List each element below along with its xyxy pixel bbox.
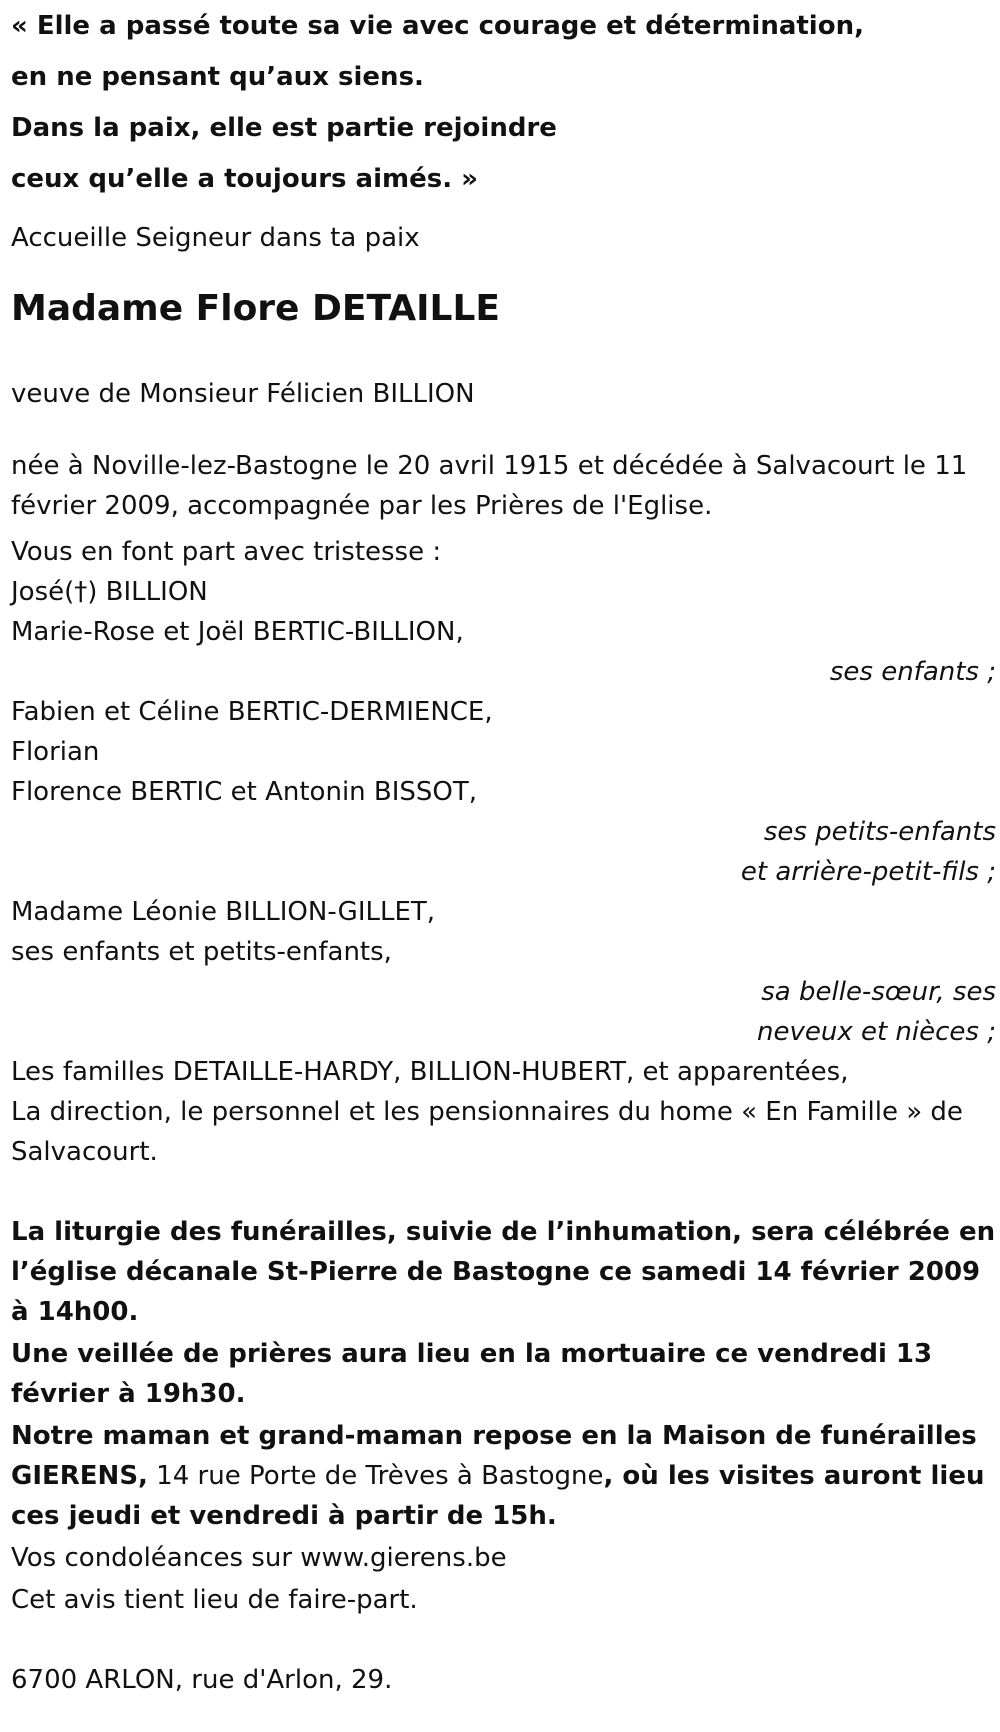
repose-info <box>11 1416 996 1536</box>
deceased-name: Madame Flore DETAILLE <box>11 288 500 329</box>
condolences-line: Vos condoléances sur www.gierens.be <box>11 1543 507 1573</box>
share-intro: Vous en font part avec tristesse : <box>11 537 442 567</box>
quote-line-4: ceux qu’elle a toujours aimés. » <box>11 164 478 194</box>
grandchildren-relation-1: ses petits-enfants <box>763 817 996 847</box>
sister-in-law-relation-1: sa belle-sœur, ses <box>761 977 996 1007</box>
grandchildren-line-1: Fabien et Céline BERTIC-DERMIENCE, <box>11 697 493 727</box>
children-line-1: José(†) BILLION <box>11 577 208 607</box>
birth-death-info: née à Noville-lez-Bastogne le 20 avril 1915 et décédée à Salvacourt le 11 février 2009, accompagnée par les Prières de l'Eglise. <box>11 451 968 521</box>
sister-in-law-relation-2: neveux et nièces ; <box>756 1017 996 1047</box>
home-line: La direction, le personnel et les pensionnaires du home « En Famille » de Salvacourt. <box>11 1097 963 1167</box>
grandchildren-line-2: Florian <box>11 737 100 767</box>
motto: Accueille Seigneur dans ta paix <box>11 223 420 253</box>
repose-part-1: Notre maman et grand-maman repose en la Maison de funérailles GIERENS, <box>11 1421 977 1491</box>
vigil-info: Une veillée de prières aura lieu en la mortuaire ce vendredi 13 février à 19h30. <box>11 1339 933 1409</box>
sister-in-law-line-2: ses enfants et petits-enfants, <box>11 937 392 967</box>
repose-address: 14 rue Porte de Trèves à Bastogne <box>147 1461 604 1491</box>
widow-of: veuve de Monsieur Félicien BILLION <box>11 379 475 409</box>
sister-in-law-line-1: Madame Léonie BILLION-GILLET, <box>11 897 436 927</box>
quote-line-3: Dans la paix, elle est partie rejoindre <box>11 113 557 143</box>
obituary-notice <box>11 0 996 1700</box>
grandchildren-line-3: Florence BERTIC et Antonin BISSOT, <box>11 777 478 807</box>
liturgy-info: La liturgie des funérailles, suivie de l’inhumation, sera célébrée en l’église décanale St-Pierre de Bastogne ce samedi 14 février 2009 à 14h00. <box>11 1217 996 1327</box>
children-line-2: Marie-Rose et Joël BERTIC-BILLION, <box>11 617 464 647</box>
repose-part-3: , où les visites auront lieu ces jeudi et vendredi à partir de 15h. <box>11 1461 985 1531</box>
families-line: Les familles DETAILLE-HARDY, BILLION-HUBERT, et apparentées, <box>11 1057 849 1087</box>
children-relation: ses enfants ; <box>829 657 996 687</box>
faire-part-notice: Cet avis tient lieu de faire-part. <box>11 1585 418 1615</box>
grandchildren-relation-2: et arrière-petit-fils ; <box>740 857 996 887</box>
address-line: 6700 ARLON, rue d'Arlon, 29. <box>11 1665 393 1695</box>
quote-line-1: « Elle a passé toute sa vie avec courage et détermination, <box>11 11 864 41</box>
quote-line-2: en ne pensant qu’aux siens. <box>11 62 424 92</box>
